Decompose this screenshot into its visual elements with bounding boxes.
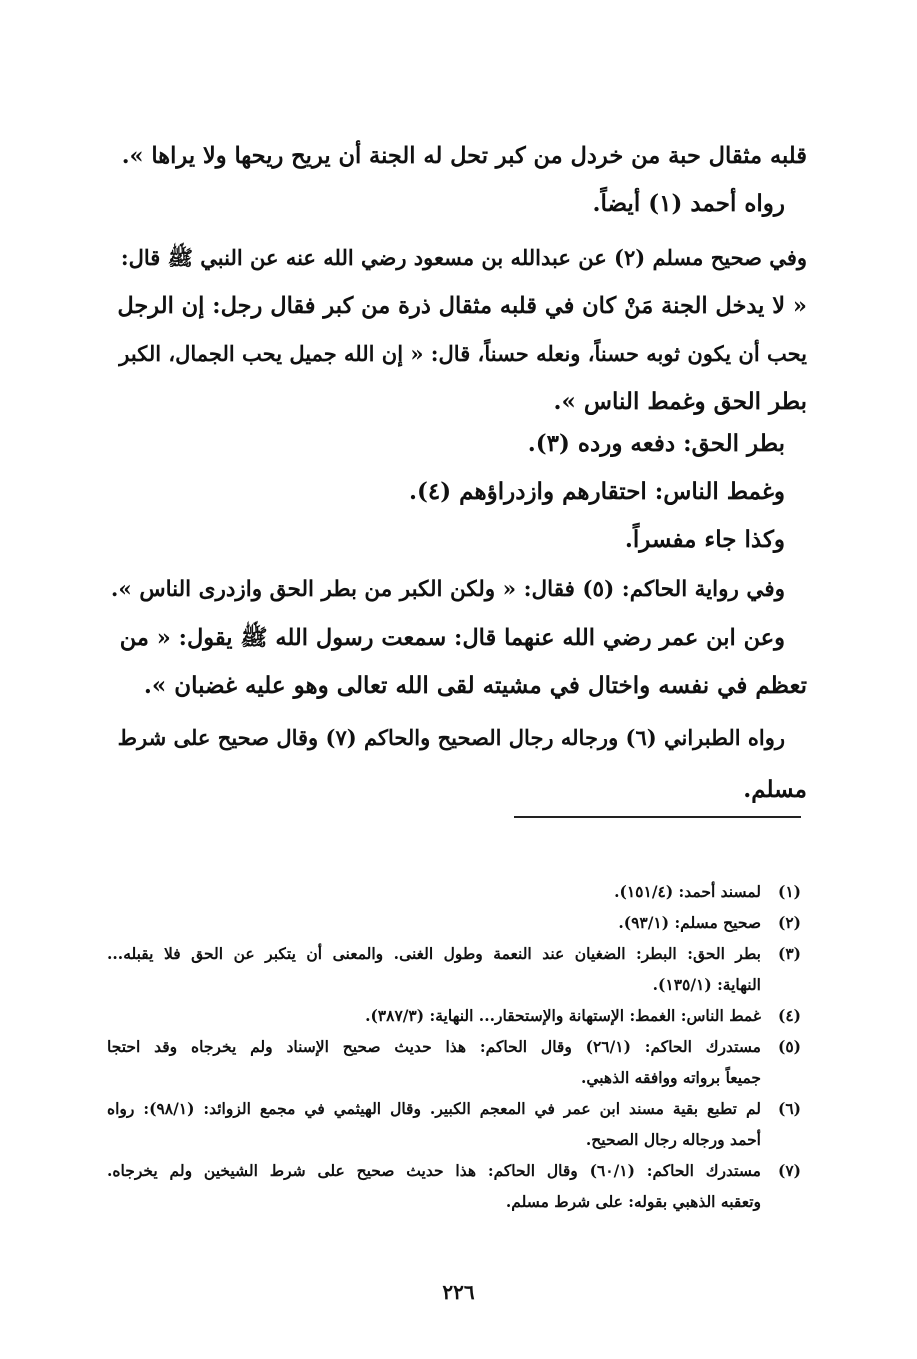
paragraph-5 [107,712,807,816]
footnote-line: وتعقبه الذهبي بقوله: على شرط مسلم. [505,1192,761,1211]
text-line: رواه أحمد (١) أيضاً. [592,190,785,217]
footnote-number: (١) [777,882,801,901]
text-line: مسلم. [743,776,807,803]
footnote-5 [107,1031,801,1093]
footnote-6 [107,1093,801,1155]
paragraph-1 [107,132,807,228]
footnote-line: لمسند أحمد: (١٥١/٤). [614,882,761,901]
footnote-1 [107,876,801,907]
footnote-text [107,1155,761,1217]
footnote-text [107,907,761,938]
footnote-line: بطر الحق: البطر: الضغيان عند النعمة وطول الغنى. والمعنى أن يتكبر عن الحق فلا يقبله... [107,944,761,963]
footnote-line: مستدرك الحاكم: (٦٠/١) وقال الحاكم: هذا حديث صحيح على شرط الشيخين ولم يخرجاه. [107,1161,761,1180]
footnote-line: جميعاً برواته ووافقه الذهبي. [580,1068,761,1087]
text-line: وغمط الناس: احتقارهم وازدراؤهم (٤). [409,478,785,505]
footnotes [107,876,801,1217]
footnote-4 [107,1000,801,1031]
footnote-line: النهاية: (١٣٥/١). [652,975,761,994]
footnote-2 [107,907,801,938]
footnote-line: لم تطبع بقية مسند ابن عمر في المعجم الكبير. وقال الهيثمي في مجمع الزوائد: (٩٨/١): رواه [107,1099,761,1118]
footnote-text [107,938,761,1000]
footnote-3 [107,938,801,1000]
text-line: وعن ابن عمر رضي الله عنهما قال: سمعت رسول الله ﷺ يقول: « من [119,625,785,651]
paragraph-3 [107,420,807,564]
text-line: تعظم في نفسه واختال في مشيته لقى الله تعالى وهو عليه غضبان ». [143,672,807,699]
text-line: وفي رواية الحاكم: (٥) فقال: « ولكن الكبر من بطر الحق وازدرى الناس ». [110,577,785,602]
footnote-text [107,876,761,907]
footnote-number: (٢) [777,913,801,932]
footnote-line: غمط الناس: الغمط: الإستهانة والإستحقار... النهاية: (٣٨٧/٣). [365,1006,761,1025]
text-line: وكذا جاء مفسراً. [624,526,785,553]
text-line: وفي صحيح مسلم (٢) عن عبدالله بن مسعود رضي الله عنه عن النبي ﷺ قال: [120,245,807,270]
footnote-text [107,1093,761,1155]
footnote-text [107,1031,761,1093]
footnote-separator [514,816,801,818]
footnote-number: (٥) [777,1037,801,1056]
footnote-line: أحمد ورجاله رجال الصحيح. [585,1130,761,1149]
footnote-number: (٦) [777,1099,801,1118]
footnote-7 [107,1155,801,1217]
paragraph-2 [107,234,807,426]
footnote-number: (٧) [777,1161,801,1180]
footnote-number: (٣) [777,944,801,963]
text-line: يحب أن يكون ثوبه حسناً، ونعله حسناً، قال: « إن الله جميل يحب الجمال، الكبر [119,341,807,366]
text-line: بطر الحق: دفعه ورده (٣). [527,430,785,457]
footnote-number: (٤) [777,1006,801,1025]
page-number: ٢٢٦ [442,1280,475,1304]
footnote-line: مستدرك الحاكم: (٢٦/١) وقال الحاكم: هذا حديث صحيح الإسناد ولم يخرجاه وقد احتجا [107,1037,761,1056]
footnote-line: صحيح مسلم: (٩٣/١). [618,913,761,932]
footnote-text [107,1000,761,1031]
paragraph-4 [107,566,807,710]
text-line: بطر الحق وغمط الناس ». [553,388,807,415]
text-line: « لا يدخل الجنة مَنْ كان في قلبه مثقال ذرة من كبر فقال رجل: إن الرجل [117,293,807,319]
text-line: قلبه مثقال حبة من خردل من كبر تحل له الجنة أن يريح ريحها ولا يراها ». [121,143,807,169]
text-line: رواه الطبراني (٦) ورجاله رجال الصحيح والحاكم (٧) وقال صحيح على شرط [117,725,785,750]
